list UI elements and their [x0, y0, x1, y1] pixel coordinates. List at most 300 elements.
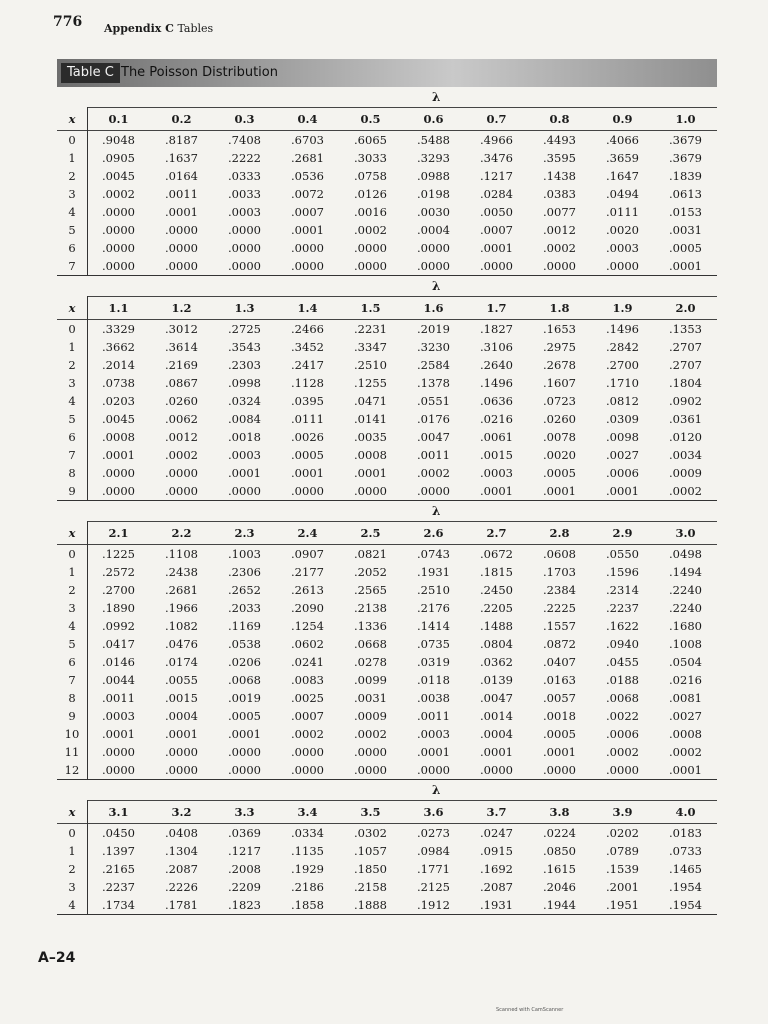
- probability-cell: .0000: [102, 205, 135, 219]
- probability-cell: .0000: [480, 763, 513, 777]
- probability-cell: .0002: [291, 727, 324, 741]
- x-value: 8: [68, 466, 76, 480]
- lambda-value: 1.9: [612, 301, 633, 315]
- probability-cell: .2707: [669, 358, 702, 372]
- probability-cell: .2681: [165, 583, 198, 597]
- x-value: 9: [68, 709, 76, 723]
- table-block: [57, 780, 717, 915]
- page-footer-number: A–24: [38, 950, 76, 966]
- scanner-watermark: Scanned with CamScanner: [496, 1007, 564, 1013]
- probability-cell: .0111: [291, 412, 324, 426]
- probability-cell: .0000: [228, 745, 261, 759]
- probability-cell: .2700: [102, 583, 135, 597]
- probability-cell: .0000: [354, 259, 387, 273]
- probability-cell: .0038: [417, 691, 450, 705]
- probability-cell: .0867: [165, 376, 198, 390]
- probability-cell: .0915: [480, 844, 513, 858]
- probability-cell: .0008: [102, 430, 135, 444]
- probability-cell: .0000: [543, 259, 576, 273]
- x-value: 1: [68, 565, 76, 579]
- table-row: [57, 446, 717, 464]
- probability-cell: .0019: [228, 691, 261, 705]
- probability-cell: .0003: [228, 448, 261, 462]
- probability-cell: .3452: [291, 340, 324, 354]
- x-value: 1: [68, 151, 76, 165]
- probability-cell: .2033: [228, 601, 261, 615]
- probability-cell: .2237: [102, 880, 135, 894]
- probability-cell: .0012: [165, 430, 198, 444]
- probability-cell: .0333: [228, 169, 261, 183]
- probability-cell: .0000: [165, 484, 198, 498]
- probability-cell: .0940: [606, 637, 639, 651]
- probability-cell: .0026: [291, 430, 324, 444]
- table-row: [57, 338, 717, 356]
- probability-cell: .0613: [669, 187, 702, 201]
- probability-cell: .0000: [102, 241, 135, 255]
- lambda-value: 0.3: [234, 112, 255, 126]
- probability-cell: .0000: [543, 763, 576, 777]
- probability-cell: .2510: [417, 583, 450, 597]
- probability-cell: .0007: [291, 205, 324, 219]
- lambda-value: 3.9: [612, 805, 633, 819]
- probability-cell: .0047: [417, 430, 450, 444]
- probability-cell: .0004: [480, 727, 513, 741]
- probability-cell: .0002: [165, 448, 198, 462]
- probability-cell: .2169: [165, 358, 198, 372]
- probability-cell: .0005: [543, 466, 576, 480]
- probability-cell: .3543: [228, 340, 261, 354]
- probability-cell: .1557: [543, 619, 576, 633]
- probability-cell: .2240: [669, 583, 702, 597]
- probability-cell: .0034: [669, 448, 702, 462]
- probability-cell: .2565: [354, 583, 387, 597]
- lambda-value: 3.5: [360, 805, 381, 819]
- probability-cell: .0450: [102, 826, 135, 840]
- probability-cell: .0001: [102, 727, 135, 741]
- lambda-symbol: λ: [432, 783, 441, 797]
- probability-cell: .1929: [291, 862, 324, 876]
- probability-cell: .1596: [606, 565, 639, 579]
- lambda-value: 3.4: [297, 805, 318, 819]
- probability-cell: .2019: [417, 322, 450, 336]
- probability-cell: .2417: [291, 358, 324, 372]
- probability-cell: .0188: [606, 673, 639, 687]
- probability-cell: .0260: [543, 412, 576, 426]
- table-row: [57, 707, 717, 725]
- probability-cell: .0077: [543, 205, 576, 219]
- probability-cell: .6065: [354, 133, 387, 147]
- table-row: [57, 185, 717, 203]
- poisson-table: [57, 87, 717, 915]
- probability-cell: .0068: [606, 691, 639, 705]
- probability-cell: .3659: [606, 151, 639, 165]
- probability-cell: .0001: [417, 745, 450, 759]
- probability-cell: .4066: [606, 133, 639, 147]
- probability-cell: .0002: [669, 745, 702, 759]
- x-value: 3: [68, 880, 76, 894]
- probability-cell: .0164: [165, 169, 198, 183]
- table-row: [57, 392, 717, 410]
- probability-cell: .4966: [480, 133, 513, 147]
- probability-cell: .0061: [480, 430, 513, 444]
- table-row: [57, 482, 717, 500]
- probability-cell: .1353: [669, 322, 702, 336]
- probability-cell: .0027: [669, 709, 702, 723]
- probability-cell: .1496: [606, 322, 639, 336]
- x-value: 5: [68, 637, 76, 651]
- probability-cell: .0224: [543, 826, 576, 840]
- probability-cell: .0804: [480, 637, 513, 651]
- probability-cell: .2205: [480, 601, 513, 615]
- probability-cell: .0000: [228, 484, 261, 498]
- x-value: 6: [68, 655, 76, 669]
- lambda-value: 3.7: [486, 805, 507, 819]
- table-row: [57, 860, 717, 878]
- x-value: 7: [68, 673, 76, 687]
- probability-cell: .0083: [291, 673, 324, 687]
- probability-cell: .0743: [417, 547, 450, 561]
- x-value: 0: [68, 547, 76, 561]
- probability-cell: .0905: [102, 151, 135, 165]
- probability-cell: .1823: [228, 898, 261, 912]
- probability-cell: .1692: [480, 862, 513, 876]
- lambda-value: 2.4: [297, 526, 318, 540]
- table-block: [57, 87, 717, 276]
- probability-cell: .0011: [417, 709, 450, 723]
- probability-cell: .1931: [417, 565, 450, 579]
- probability-cell: .0362: [480, 655, 513, 669]
- probability-cell: .1057: [354, 844, 387, 858]
- x-value: 4: [68, 898, 76, 912]
- probability-cell: .0099: [354, 673, 387, 687]
- probability-cell: .0738: [102, 376, 135, 390]
- lambda-value: 1.5: [360, 301, 381, 315]
- probability-cell: .0498: [669, 547, 702, 561]
- probability-cell: .0000: [165, 223, 198, 237]
- lambda-value: 1.4: [297, 301, 318, 315]
- lambda-value: 1.2: [171, 301, 192, 315]
- probability-cell: .0812: [606, 394, 639, 408]
- x-value: 8: [68, 691, 76, 705]
- probability-cell: .1647: [606, 169, 639, 183]
- probability-cell: .2306: [228, 565, 261, 579]
- x-value: 3: [68, 187, 76, 201]
- table-row: [57, 203, 717, 221]
- probability-cell: .0476: [165, 637, 198, 651]
- table-row: [57, 824, 717, 842]
- probability-cell: .3012: [165, 322, 198, 336]
- x-value: 11: [64, 745, 80, 759]
- probability-cell: .0984: [417, 844, 450, 858]
- x-column-divider: [87, 107, 88, 275]
- table-row: [57, 464, 717, 482]
- probability-cell: .0000: [228, 223, 261, 237]
- probability-cell: .1336: [354, 619, 387, 633]
- probability-cell: .1128: [291, 376, 324, 390]
- probability-cell: .0309: [606, 412, 639, 426]
- table-row: [57, 239, 717, 257]
- probability-cell: .1414: [417, 619, 450, 633]
- probability-cell: .0000: [165, 745, 198, 759]
- probability-cell: .0850: [543, 844, 576, 858]
- probability-cell: .0031: [669, 223, 702, 237]
- lambda-value: 2.6: [423, 526, 444, 540]
- table-row: [57, 653, 717, 671]
- probability-cell: .0012: [543, 223, 576, 237]
- probability-cell: .0001: [480, 745, 513, 759]
- probability-cell: .0002: [354, 223, 387, 237]
- table-row: [57, 617, 717, 635]
- probability-cell: .0455: [606, 655, 639, 669]
- probability-cell: .0007: [291, 709, 324, 723]
- probability-cell: .0120: [669, 430, 702, 444]
- probability-cell: .1378: [417, 376, 450, 390]
- probability-cell: .0045: [102, 412, 135, 426]
- probability-cell: .0000: [102, 259, 135, 273]
- probability-cell: .0241: [291, 655, 324, 669]
- probability-cell: .0033: [228, 187, 261, 201]
- probability-cell: .0014: [480, 709, 513, 723]
- lambda-value: 3.0: [675, 526, 696, 540]
- probability-cell: .0126: [354, 187, 387, 201]
- lambda-value: 3.6: [423, 805, 444, 819]
- probability-cell: .2842: [606, 340, 639, 354]
- probability-cell: .2572: [102, 565, 135, 579]
- lambda-symbol: λ: [432, 279, 441, 293]
- lambda-value: 2.9: [612, 526, 633, 540]
- probability-cell: .0008: [354, 448, 387, 462]
- probability-cell: .0000: [606, 259, 639, 273]
- lambda-header-row: [57, 522, 717, 545]
- table-row: [57, 167, 717, 185]
- probability-cell: .1637: [165, 151, 198, 165]
- x-column-divider: [87, 296, 88, 500]
- probability-cell: .1217: [228, 844, 261, 858]
- x-column-header: x: [68, 301, 76, 315]
- probability-cell: .1488: [480, 619, 513, 633]
- probability-cell: .1703: [543, 565, 576, 579]
- x-value: 3: [68, 601, 76, 615]
- probability-cell: .0000: [417, 484, 450, 498]
- probability-cell: .2138: [354, 601, 387, 615]
- probability-cell: .0011: [102, 691, 135, 705]
- table-title: The Poisson Distribution: [121, 65, 278, 80]
- probability-cell: .0001: [543, 484, 576, 498]
- probability-cell: .0369: [228, 826, 261, 840]
- table-row: [57, 671, 717, 689]
- probability-cell: .0668: [354, 637, 387, 651]
- probability-cell: .0003: [102, 709, 135, 723]
- lambda-value: 3.1: [108, 805, 129, 819]
- table-row: [57, 149, 717, 167]
- probability-cell: .4493: [543, 133, 576, 147]
- probability-cell: .0494: [606, 187, 639, 201]
- probability-cell: .0273: [417, 826, 450, 840]
- probability-cell: .2125: [417, 880, 450, 894]
- probability-cell: .2303: [228, 358, 261, 372]
- probability-cell: .0008: [669, 727, 702, 741]
- table-row: [57, 761, 717, 779]
- x-value: 4: [68, 394, 76, 408]
- probability-cell: .2165: [102, 862, 135, 876]
- probability-cell: .0872: [543, 637, 576, 651]
- probability-cell: .0009: [354, 709, 387, 723]
- probability-cell: .0081: [669, 691, 702, 705]
- probability-cell: .0015: [480, 448, 513, 462]
- probability-cell: .0000: [165, 466, 198, 480]
- probability-cell: .0988: [417, 169, 450, 183]
- probability-cell: .1815: [480, 565, 513, 579]
- probability-cell: .1225: [102, 547, 135, 561]
- probability-cell: .0006: [606, 466, 639, 480]
- probability-cell: .0153: [669, 205, 702, 219]
- probability-cell: .1804: [669, 376, 702, 390]
- probability-cell: .0735: [417, 637, 450, 651]
- table-row: [57, 410, 717, 428]
- table-row: [57, 221, 717, 239]
- probability-cell: .2681: [291, 151, 324, 165]
- probability-cell: .0608: [543, 547, 576, 561]
- lambda-header-row: [57, 297, 717, 320]
- probability-cell: .1890: [102, 601, 135, 615]
- probability-cell: .0050: [480, 205, 513, 219]
- probability-cell: .0216: [669, 673, 702, 687]
- lambda-header-row: [57, 801, 717, 824]
- probability-cell: .0001: [480, 241, 513, 255]
- probability-cell: .0000: [102, 466, 135, 480]
- probability-cell: .0030: [417, 205, 450, 219]
- probability-cell: .0022: [606, 709, 639, 723]
- probability-cell: .0907: [291, 547, 324, 561]
- probability-cell: .1496: [480, 376, 513, 390]
- probability-cell: .0141: [354, 412, 387, 426]
- probability-cell: .0015: [165, 691, 198, 705]
- probability-cell: .2177: [291, 565, 324, 579]
- probability-cell: .0902: [669, 394, 702, 408]
- table-row: [57, 635, 717, 653]
- probability-cell: .2087: [480, 880, 513, 894]
- probability-cell: .3329: [102, 322, 135, 336]
- probability-cell: .0139: [480, 673, 513, 687]
- lambda-value: 1.7: [486, 301, 507, 315]
- probability-cell: .0203: [102, 394, 135, 408]
- lambda-value: 1.3: [234, 301, 255, 315]
- lambda-value: 2.0: [675, 301, 696, 315]
- table-row: [57, 320, 717, 338]
- probability-cell: .0055: [165, 673, 198, 687]
- probability-cell: .0260: [165, 394, 198, 408]
- table-row: [57, 545, 717, 563]
- probability-cell: .2052: [354, 565, 387, 579]
- lambda-heading: [87, 87, 717, 108]
- probability-cell: .0992: [102, 619, 135, 633]
- table-row: [57, 878, 717, 896]
- probability-cell: .1888: [354, 898, 387, 912]
- table-row: [57, 374, 717, 392]
- probability-cell: .0045: [102, 169, 135, 183]
- x-column-divider: [87, 521, 88, 779]
- probability-cell: .1082: [165, 619, 198, 633]
- table-row: [57, 896, 717, 914]
- probability-cell: .0009: [669, 466, 702, 480]
- probability-cell: .0000: [354, 763, 387, 777]
- probability-cell: .0998: [228, 376, 261, 390]
- probability-cell: .1217: [480, 169, 513, 183]
- probability-cell: .0000: [165, 241, 198, 255]
- probability-cell: .0602: [291, 637, 324, 651]
- probability-cell: .3614: [165, 340, 198, 354]
- probability-cell: .1734: [102, 898, 135, 912]
- table-row: [57, 581, 717, 599]
- table-row: [57, 428, 717, 446]
- probability-cell: .8187: [165, 133, 198, 147]
- probability-cell: .0636: [480, 394, 513, 408]
- probability-cell: .0733: [669, 844, 702, 858]
- probability-cell: .1465: [669, 862, 702, 876]
- probability-cell: .1954: [669, 898, 702, 912]
- probability-cell: .0005: [543, 727, 576, 741]
- probability-cell: .0536: [291, 169, 324, 183]
- probability-cell: .2237: [606, 601, 639, 615]
- probability-cell: .0538: [228, 637, 261, 651]
- probability-cell: .0001: [606, 484, 639, 498]
- probability-cell: .1397: [102, 844, 135, 858]
- lambda-value: 0.5: [360, 112, 381, 126]
- probability-cell: .0011: [417, 448, 450, 462]
- probability-cell: .2087: [165, 862, 198, 876]
- probability-cell: .0504: [669, 655, 702, 669]
- probability-cell: .0324: [228, 394, 261, 408]
- probability-cell: .0408: [165, 826, 198, 840]
- probability-cell: .9048: [102, 133, 135, 147]
- probability-cell: .2700: [606, 358, 639, 372]
- lambda-value: 3.3: [234, 805, 255, 819]
- probability-cell: .0001: [165, 205, 198, 219]
- x-column-divider: [87, 800, 88, 914]
- probability-cell: .1615: [543, 862, 576, 876]
- lambda-heading: [87, 501, 717, 522]
- probability-cell: .0334: [291, 826, 324, 840]
- probability-cell: .0001: [480, 484, 513, 498]
- probability-cell: .0005: [228, 709, 261, 723]
- lambda-value: 0.4: [297, 112, 318, 126]
- probability-cell: .0723: [543, 394, 576, 408]
- lambda-value: 0.8: [549, 112, 570, 126]
- table-row: [57, 131, 717, 149]
- probability-cell: .0206: [228, 655, 261, 669]
- probability-cell: .0001: [291, 223, 324, 237]
- probability-cell: .5488: [417, 133, 450, 147]
- lambda-value: 0.1: [108, 112, 129, 126]
- probability-cell: .1135: [291, 844, 324, 858]
- probability-cell: .1494: [669, 565, 702, 579]
- lambda-heading: [87, 780, 717, 801]
- probability-cell: .0001: [228, 727, 261, 741]
- probability-cell: .1680: [669, 619, 702, 633]
- probability-cell: .0020: [606, 223, 639, 237]
- probability-cell: .0216: [480, 412, 513, 426]
- lambda-value: 0.2: [171, 112, 192, 126]
- probability-cell: .2466: [291, 322, 324, 336]
- probability-cell: .1912: [417, 898, 450, 912]
- probability-cell: .0005: [291, 448, 324, 462]
- probability-cell: .0002: [669, 484, 702, 498]
- probability-cell: .0118: [417, 673, 450, 687]
- table-row: [57, 743, 717, 761]
- probability-cell: .0035: [354, 430, 387, 444]
- lambda-value: 3.2: [171, 805, 192, 819]
- probability-cell: .1966: [165, 601, 198, 615]
